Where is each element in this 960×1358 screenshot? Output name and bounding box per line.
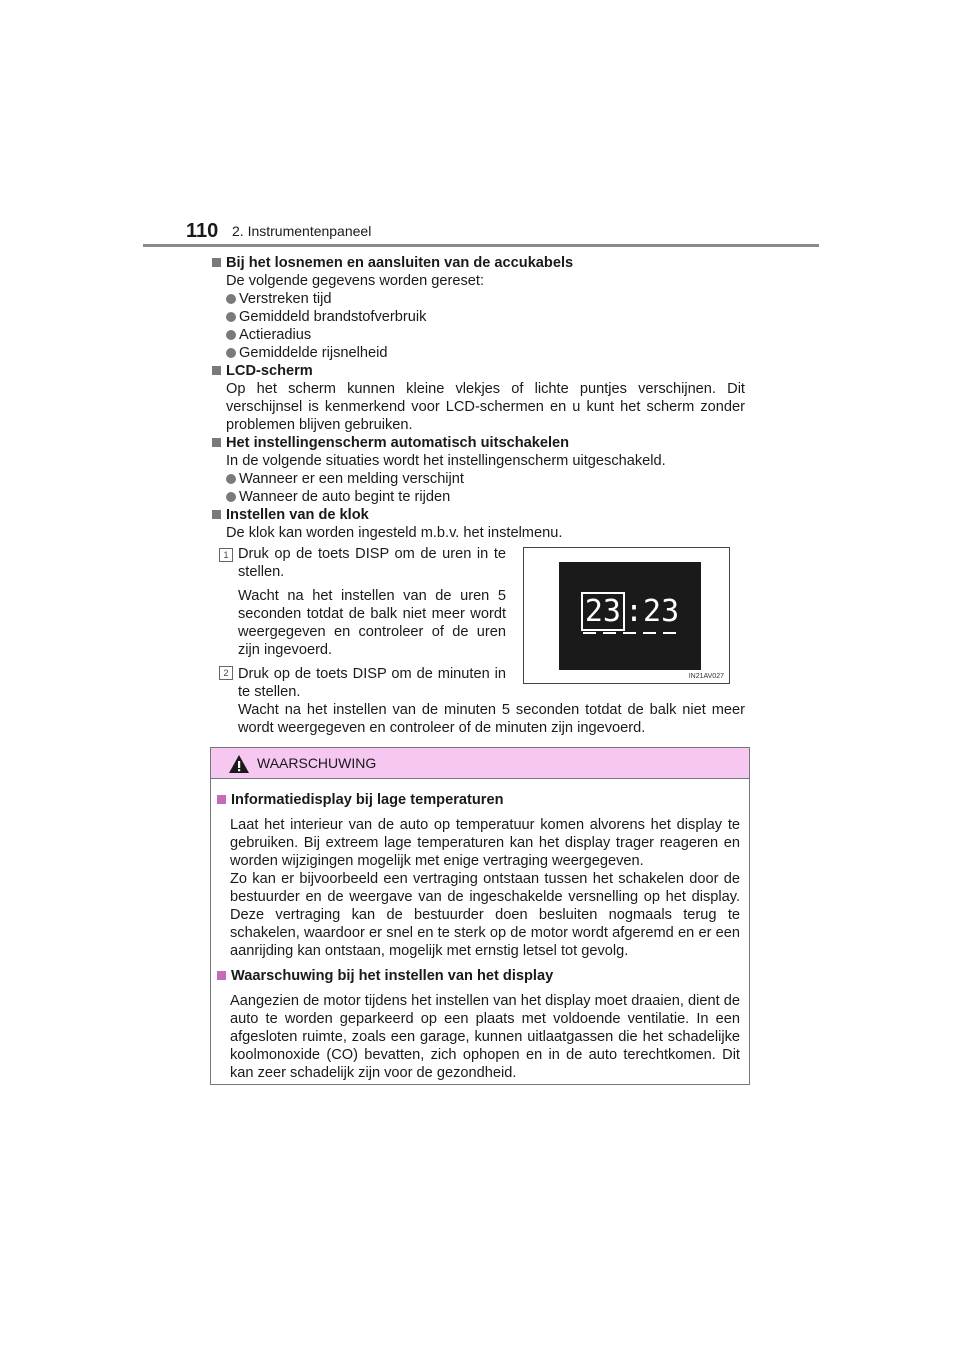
step-2-text: Druk op de toets DISP om de minuten in te stellen. <box>238 666 506 700</box>
list-item-text: Gemiddeld brandstofverbruik <box>239 309 427 325</box>
square-bullet-icon <box>212 366 221 375</box>
heading-text: Informatiedisplay bij lage temperaturen <box>231 792 504 808</box>
header-rule <box>143 244 819 247</box>
clock-separator: : <box>624 594 644 629</box>
list-item-text: Actieradius <box>239 327 312 343</box>
list-item-text: Wanneer er een melding verschijnt <box>239 471 464 487</box>
step-number-1: 1 <box>219 548 233 562</box>
section-heading-clock <box>211 506 745 524</box>
square-bullet-icon <box>212 438 221 447</box>
list-item <box>211 290 745 308</box>
bullet-icon <box>226 474 236 484</box>
figure-code: IN21AV027 <box>688 673 724 680</box>
clock-figure <box>523 547 730 684</box>
heading-text: Waarschuwing bij het instellen van het display <box>231 968 554 984</box>
step-2-note: Wacht na het instellen van de minuten 5 seconden totdat de balk niet meer wordt weergegeven en controleer of de minuten zijn ingevoerd. <box>238 702 745 736</box>
square-bullet-icon <box>217 795 226 804</box>
section-text: In de volgende situaties wordt het instellingenscherm uitgeschakeld. <box>226 453 666 469</box>
list-item <box>211 326 745 344</box>
step-number-2: 2 <box>219 666 233 680</box>
warning-paragraph: Zo kan er bijvoorbeeld een vertraging ontstaan tussen het schakelen door de bestuurder en de weergave van de ingeschakelde versnelling op het display. Deze vertraging kan de bestuurder doen besluiten nogmaals terug te schakelen, waardoor er snel en te sterk op de motor wordt afgeremd en er een aanrijding kan ontstaan, mogelijk met ernstig letsel tot gevolg. <box>230 871 740 959</box>
warning-title: WAARSCHUWING <box>257 755 377 771</box>
clock-readout <box>559 596 701 628</box>
list-item-text: Verstreken tijd <box>239 291 332 307</box>
warning-paragraph: Aangezien de motor tijdens het instellen van het display moet draaien, dient de auto te worden geparkeerd op een plaats met voldoende ventilatie. In een afgesloten ruimte, zoals een garage, kunnen uitlaatgassen die het schadelijke koolmonoxide (CO) bevatten, zich ophopen en in de auto terechtkomen. Dit kan zeer schadelijk zijn voor de gezondheid. <box>230 993 740 1081</box>
square-bullet-icon <box>212 258 221 267</box>
bullet-icon <box>226 492 236 502</box>
warning-item-heading <box>216 967 740 985</box>
section-text: De klok kan worden ingesteld m.b.v. het instelmenu. <box>226 525 563 541</box>
chapter-title: 2. Instrumentenpaneel <box>232 223 372 239</box>
warning-header <box>211 748 749 779</box>
clock-minutes: 23 <box>643 594 680 629</box>
step-1-text: Druk op de toets DISP om de uren in te stellen. <box>238 546 506 580</box>
section-text: De volgende gegevens worden gereset: <box>226 273 484 289</box>
heading-text: Instellen van de klok <box>226 507 369 523</box>
list-item <box>211 470 745 488</box>
section-text: Op het scherm kunnen kleine vlekjes of lichte puntjes verschijnen. Dit verschijnsel is kenmerkend voor LCD-schermen en u kunt het scherm zonder problemen blijven gebruiken. <box>226 381 745 433</box>
main-content <box>211 254 745 542</box>
section-heading-battery <box>211 254 745 272</box>
heading-text: Het instellingenscherm automatisch uitschakelen <box>226 435 570 451</box>
heading-text: LCD-scherm <box>226 363 313 379</box>
list-item-text: Wanneer de auto begint te rijden <box>239 489 451 505</box>
warning-paragraph: Laat het interieur van de auto op temperatuur komen alvorens het display te gebruiken. Bij extreem lage temperaturen kan het display trager reageren en worden wijzigingen mogelijk met enige vertraging weergegeven. <box>230 817 740 869</box>
list-item-text: Gemiddelde rijsnelheid <box>239 345 388 361</box>
section-heading-auto-off <box>211 434 745 452</box>
step-1-note: Wacht na het instellen van de uren 5 seconden totdat de balk niet meer wordt weergegeven en controleer of de uren zijn ingevoerd. <box>238 588 506 658</box>
warning-item-heading <box>216 791 740 809</box>
bullet-icon <box>226 312 236 322</box>
warning-triangle-icon <box>228 754 250 774</box>
square-bullet-icon <box>217 971 226 980</box>
bullet-icon <box>226 348 236 358</box>
progress-bar-dashes <box>583 632 676 634</box>
warning-body <box>216 791 740 1082</box>
heading-text: Bij het losnemen en aansluiten van de accukabels <box>226 255 574 271</box>
square-bullet-icon <box>212 510 221 519</box>
display-screen <box>559 562 701 670</box>
section-heading-lcd <box>211 362 745 380</box>
list-item <box>211 344 745 362</box>
list-item <box>211 488 745 506</box>
list-item <box>211 308 745 326</box>
warning-box <box>210 747 750 1085</box>
page-number: 110 <box>186 220 219 242</box>
clock-hours: 23 <box>581 592 625 631</box>
bullet-icon <box>226 294 236 304</box>
bullet-icon <box>226 330 236 340</box>
